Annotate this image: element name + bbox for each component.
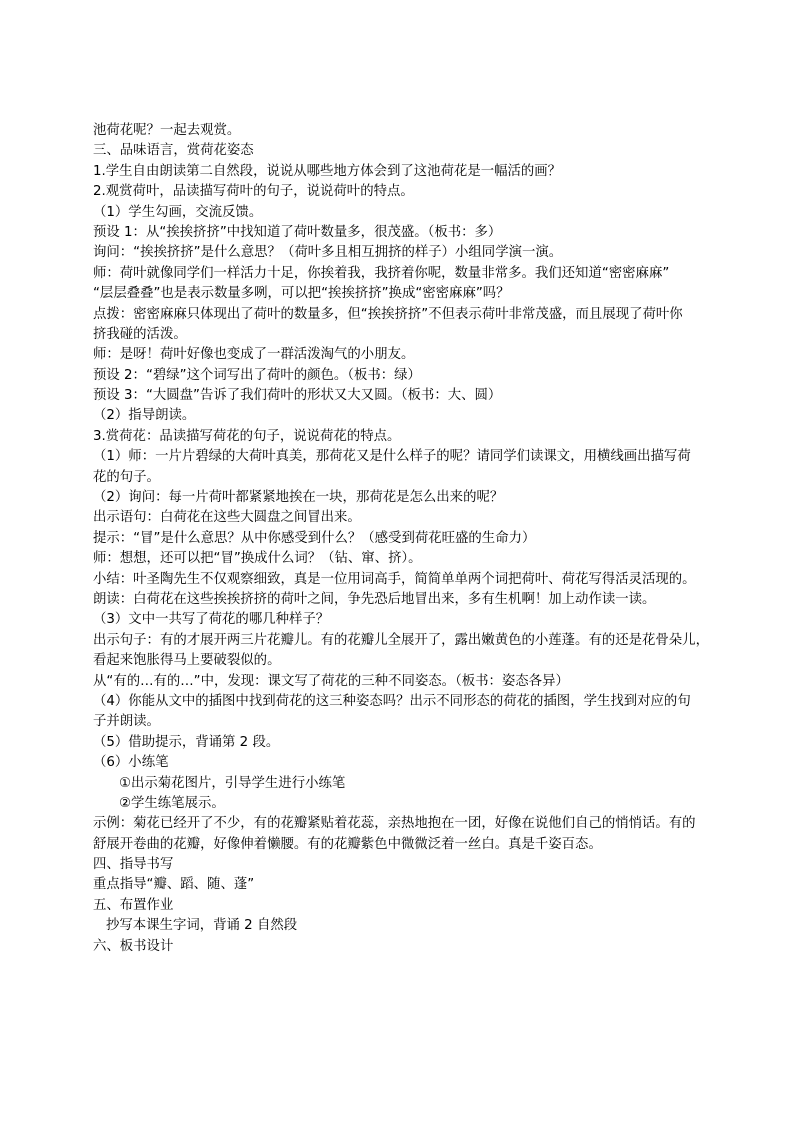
text-line: 池荷花呢？一起去观赏。 (93, 123, 241, 138)
text-line: （1）学生勾画，交流反馈。 (93, 204, 263, 220)
text-line: 点拨：密密麻麻只体现出了荷叶的数量多，但“挨挨挤挤”不但表示荷叶非常茂盛，而且展现了荷叶你 (93, 306, 683, 322)
text-line: （5）借助提示，背诵第 2 段。 (93, 734, 280, 750)
text-line: 出示语句：白荷花在这些大圆盘之间冒出来。 (93, 510, 361, 526)
text-line: （2）询问：每一片荷叶都紧紧地挨在一块，那荷花是怎么出来的呢？ (93, 490, 504, 506)
text-line: （4）你能从文中的插图中找到荷花的这三种姿态吗？出示不同形态的荷花的插图，学生找到对应的句 (93, 693, 691, 709)
text-line: ②学生练笔展示。 (119, 795, 225, 811)
text-line: 提示：“冒”是什么意思？从中你感受到什么？（感受到荷花旺盛的生命力） (93, 530, 536, 546)
text-line: 从“有的…有的…”中，发现：课文写了荷花的三种不同姿态。（板书：姿态各异） (93, 673, 569, 689)
text-line: 示例：菊花已经开了不少，有的花瓣紧贴着花蕊，亲热地抱在一团，好像在说他们自己的悄悄话。有的 (93, 816, 696, 832)
document-body (93, 121, 713, 957)
text-line: 朗读：白荷花在这些挨挨挤挤的荷叶之间，争先恐后地冒出来，多有生机啊！加上动作读一读。 (93, 591, 656, 607)
text-line: （3）文中一共写了荷花的哪几种样子？ (93, 612, 330, 628)
text-line: （2）指导朗读。 (93, 408, 196, 424)
text-line: 师：是呀！荷叶好像也变成了一群活泼淘气的小朋友。 (93, 347, 415, 363)
text-line: 小结：叶圣陶先生不仅观察细致，真是一位用词高手，简简单单两个词把荷叶、荷花写得活灵活现的。 (93, 571, 696, 587)
text-line: 预设 2：“碧绿”这个词写出了荷叶的颜色。（板书：绿） (93, 367, 421, 383)
section-heading: 五、布置作业 (93, 897, 174, 913)
text-line: 舒展开卷曲的花瓣，好像伸着懒腰。有的花瓣紫色中微微泛着一丝白。真是千姿百态。 (93, 836, 602, 852)
text-line: 2.观赏荷叶，品读描写荷叶的句子，说说荷叶的特点。 (93, 184, 414, 200)
text-line: 询问：“挨挨挤挤”是什么意思？（荷叶多且相互拥挤的样子）小组同学演一演。 (93, 245, 563, 261)
text-line: 出示句子：有的才展开两三片花瓣儿。有的花瓣儿全展开了，露出嫩黄色的小莲蓬。有的还是花骨朵儿， (93, 632, 709, 648)
text-line: ①出示菊花图片，引导学生进行小练笔 (119, 775, 346, 791)
text-line: 看起来饱胀得马上要破裂似的。 (93, 653, 281, 669)
text-line: 1.学生自由朗读第二自然段，说说从哪些地方体会到了这池荷花是一幅活的画？ (93, 163, 562, 179)
text-line: 重点指导“瓣、蹈、随、蓬” (93, 877, 255, 893)
text-line: 抄写本课生字词，背诵 2 自然段 (106, 918, 298, 934)
text-line: 3.赏荷花：品读描写荷花的句子，说说荷花的特点。 (93, 428, 401, 444)
text-line: （6）小练笔 (93, 755, 169, 771)
text-line: 预设 3：“大圆盘”告诉了我们荷叶的形状又大又圆。（板书：大、圆） (93, 388, 502, 404)
text-line: “层层叠叠”也是表示数量多咧，可以把“挨挨挤挤”换成“密密麻麻”吗？ (93, 286, 510, 302)
section-heading: 四、指导书写 (93, 857, 174, 873)
text-line: 挤我碰的活泼。 (93, 326, 187, 342)
section-heading: 六、板书设计 (93, 938, 174, 954)
text-line: 预设 1：从“挨挨挤挤”中找知道了荷叶数量多，很茂盛。（板书：多） (93, 224, 502, 240)
section-heading: 三、品味语言，赏荷花姿态 (93, 143, 254, 159)
text-line: （1）师：一片片碧绿的大荷叶真美，那荷花又是什么样子的呢？请同学们读课文，用横线画出描写荷 (93, 449, 691, 465)
text-line: 师：想想，还可以把“冒”换成什么词？（钻、窜、挤）。 (93, 551, 422, 567)
text-line: 花的句子。 (93, 469, 160, 485)
text-line: 师：荷叶就像同学们一样活力十足，你挨着我，我挤着你呢，数量非常多。我们还知道“密密麻麻” (93, 265, 670, 281)
text-line: 子并朗读。 (93, 714, 160, 730)
